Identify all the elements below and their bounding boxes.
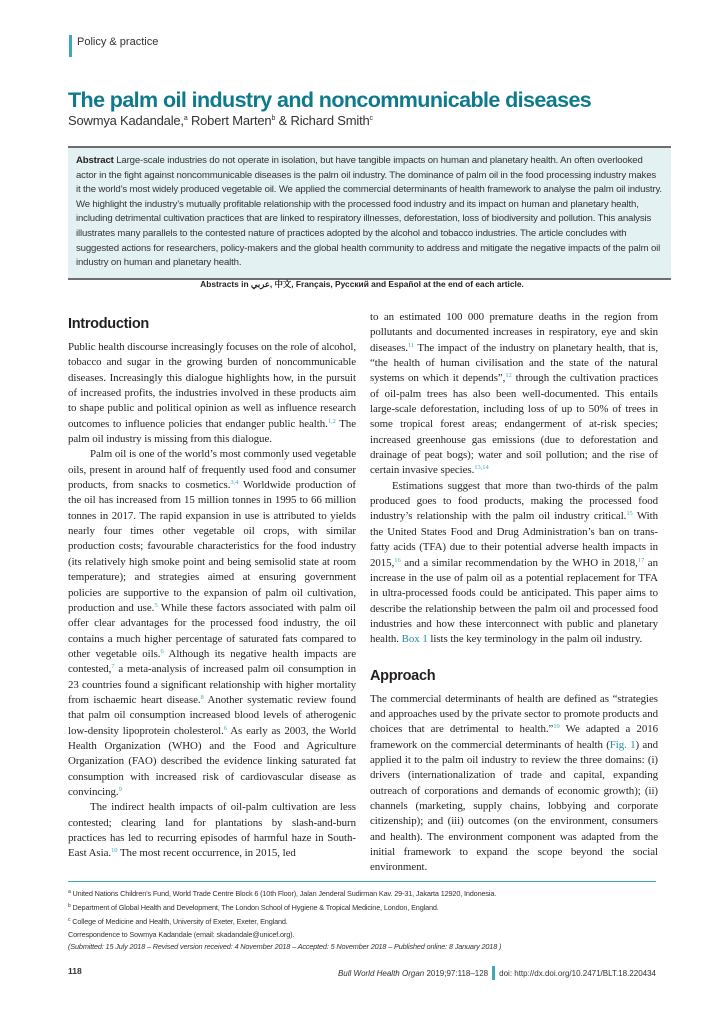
reference-link[interactable]: 10 (111, 847, 118, 855)
accent-bar (492, 966, 495, 980)
page-number: 118 (68, 966, 82, 976)
volume-pages: 2019;97:118–128 (424, 969, 489, 978)
author-name: Richard Smith (290, 113, 370, 128)
author-list (68, 113, 373, 128)
reference-link[interactable]: 13,14 (474, 464, 489, 472)
affiliation-a: $^a$ United Nations Children’s Fund, World Trade Centre Block 6 (10th Floor), Jalan Jenderal Sudirman Kav. 29-31, Jakarta 12920, Indonesia. (68, 889, 497, 898)
reference-link[interactable]: 19 (553, 723, 560, 731)
author-name: Robert Marten (190, 113, 272, 128)
box-1-link[interactable]: Box 1 (401, 633, 428, 646)
reference-link[interactable]: 17 (637, 556, 645, 564)
paragraph: The indirect health impacts of oil-palm cultivation are less contested; clearing land for plantations by slash-and-burn practices has led to recurring episodes of harmful haze in South-East Asia.$^{10}$ The most recent occurrence, in 2015, led (68, 801, 356, 860)
submission-dates: (Submitted: 15 July 2018 – Revised version received: 4 November 2018 – Accepted: 5 November 2018 – Published online: 8 January 2018 ) (68, 941, 502, 951)
affiliation-c: $^c$ College of Medicine and Health, University of Exeter, Exeter, England. (68, 917, 288, 927)
affiliation-mark: b (271, 115, 276, 122)
reference-link[interactable]: 15 (626, 510, 633, 518)
author-name: Sowmya Kadandale, (68, 113, 184, 128)
reference-link[interactable]: 6 (160, 647, 164, 655)
column-right (370, 310, 658, 876)
column-left (68, 314, 356, 862)
paragraph: Public health discourse increasingly focuses on the role of alcohol, tobacco and sugar in the growing burden of noncommunicable diseases. Increasingly this dialogue highlights how, in the pursuit of increased profits, the industries involved in these products aim to shape public and political opinion as well as influence research outcomes to influence policies that endanger public health.$^{1,2}$ The palm oil industry is missing from this dialogue. (68, 341, 356, 446)
reference-link[interactable]: 7 (111, 663, 115, 671)
doi-link[interactable]: doi: http://dx.doi.org/10.2471/BLT.18.220434 (499, 969, 656, 978)
reference-link[interactable]: 1,2 (327, 417, 336, 425)
languages-note: Abstracts in عربي, 中文, Français, Русский and Español at the end of each article. (200, 279, 524, 289)
reference-link[interactable]: 5 (154, 601, 158, 609)
author-separator: & (278, 113, 288, 128)
correspondence: Correspondence to Sowmya Kadandale (email: skadandale@unicef.org). (68, 929, 295, 939)
paragraph-continued: to an estimated 100 000 premature deaths in the region from pollutants and documented increases in respiratory, eye and skin diseases.$^{11}$ The impact of the industry on planetary health, that is, “the health of human civilisation and the state of the natural systems on which it depends”,$^{12}$ through the cultivation practices of oil-palm trees has also been well-documented. This entails large-scale deforestation, including loss of up to 50% of trees in some tropical forest areas; endangerment of at-risk species; increased greenhouse gas emissions (due to deforestation and drainage of peat bogs); water and soil pollution; and the rise of certain invasive species.$^{13,14}$ (370, 311, 659, 477)
reference-link[interactable]: 16 (394, 556, 401, 564)
paragraph: The commercial determinants of health are defined as “strategies and approaches used by the private sector to promote products and choices that are detrimental to health.”$^{19}$ We adapted a 2016 framework on the commercial determinants of health (Fig. 1) and applied it to the palm oil industry to review the three domains: (i) drivers (internationalization of trade and capital, expanding outreach of corporations and demands of economic growth); (ii) channels (marketing, supply chains, lobbying and corporate citizenship); and (iii) outcomes (on the environment, consumers and health). The environment component was adapted from the initial framework to expand the scope beyond the social environment. (370, 692, 659, 874)
paragraph: Palm oil is one of the world’s most commonly used vegetable oils, present in around half of frequently used food and consumer products, from snacks to cosmetics.$^{3,4}$ Worldwide production of the oil has increased from 15 million tonnes in 1995 to 66 million tonnes in 2017. The rapid expansion in use is attributed to yields nearly four times other vegetable oil crops, with similar production costs; favourable characteristics for the food industry (its relatively high smoke point and being semisolid state at room temperature); and strategies aimed at ensuring government policies are supportive to the expansion of palm oil cultivation, production and use.$^5$ While these factors associated with palm oil offer clear advantages for the processed food industry, the oil contains a much higher percentage of saturated fats compared to other vegetable oils.$^6$ Although its negative health impacts are contested,$^7$ a meta-analysis of increased palm oil consumption in 23 countries found a significant relationship with higher mortality from ischaemic heart disease.$^8$ Another systematic review found that palm oil consumption increased blood levels of atherogenic low-density lipoprotein cholesterol.$^6$ As early as 2003, the World Health Organization (WHO) and the Food and Agriculture Organization (FAO) described the evidence linking saturated fat consumption with increased risk of cardiovascular disease as convincing.$^9$ (68, 448, 356, 798)
article-title: The palm oil industry and noncommunicable diseases (68, 88, 592, 112)
reference-link[interactable]: 8 (200, 693, 204, 701)
citation (338, 966, 656, 980)
footnotes (68, 886, 668, 953)
footnote-divider (68, 881, 656, 882)
reference-link[interactable]: 3,4 (230, 479, 239, 487)
journal-name: Bull World Health Organ (337, 969, 425, 978)
reference-link[interactable]: 9 (118, 785, 122, 793)
affiliation-mark: a (183, 115, 188, 122)
reference-link[interactable]: 12 (505, 372, 512, 380)
affiliation-mark: c (369, 115, 373, 122)
figure-1-link[interactable]: Fig. 1 (609, 738, 636, 751)
section-tag: Policy & practice (69, 35, 158, 57)
section-heading-approach: Approach (370, 667, 436, 684)
abstract-box (68, 146, 671, 280)
paragraph: Estimations suggest that more than two-thirds of the palm produced goes to food products, making the processed food industry’s relationship with the palm oil industry critical.$^{15}$ With the United States Food and Drug Administration’s ban on trans-fatty acids (TFA) due to their potential adverse health impacts in 2015,16 and a similar recommendation by the WHO in 2018,17 an increase in the use of palm oil as a potential replacement for TFA in ultra-processed foods could be anticipated. This paper aims to describe the relationship between the palm oil and processed food industries and how these interconnect with public and planetary health. Box 1 lists the key terminology in the palm oil industry. (370, 479, 658, 646)
reference-link[interactable]: 11 (407, 341, 415, 349)
abstract-text: Large-scale industries do not operate in isolation, but have tangible impacts on human and planetary health. An often overlooked actor in the fight against noncommunicable diseases is the palm oil industry. The dominance of palm oil in the food processing industry makes it the world’s most widely produced vegetable oil. We applied the commercial determinants of health framework to analyse the palm oil industry. We highlight the industry’s mutually profitable relationship with the processed food industry and its impact on human and planetary health, including detrimental cultivation practices that are linked to respiratory illnesses, deforestation, loss of biodiversity and pollution. This analysis illustrates many parallels to the contested nature of practices adopted by the alcohol and tobacco industries. The article concludes with suggested actions for researchers, policy-makers and the global health community to address and mitigate the negative impacts of the palm oil industry on human and planetary health. (76, 155, 662, 269)
affiliation-b: $^b$ Department of Global Health and Development, The London School of Hygiene & Tropical Medicine, London, England. (68, 903, 439, 913)
section-heading-introduction: Introduction (68, 316, 149, 332)
reference-link[interactable]: 6 (223, 724, 227, 732)
abstract-label: Abstract (76, 155, 114, 166)
